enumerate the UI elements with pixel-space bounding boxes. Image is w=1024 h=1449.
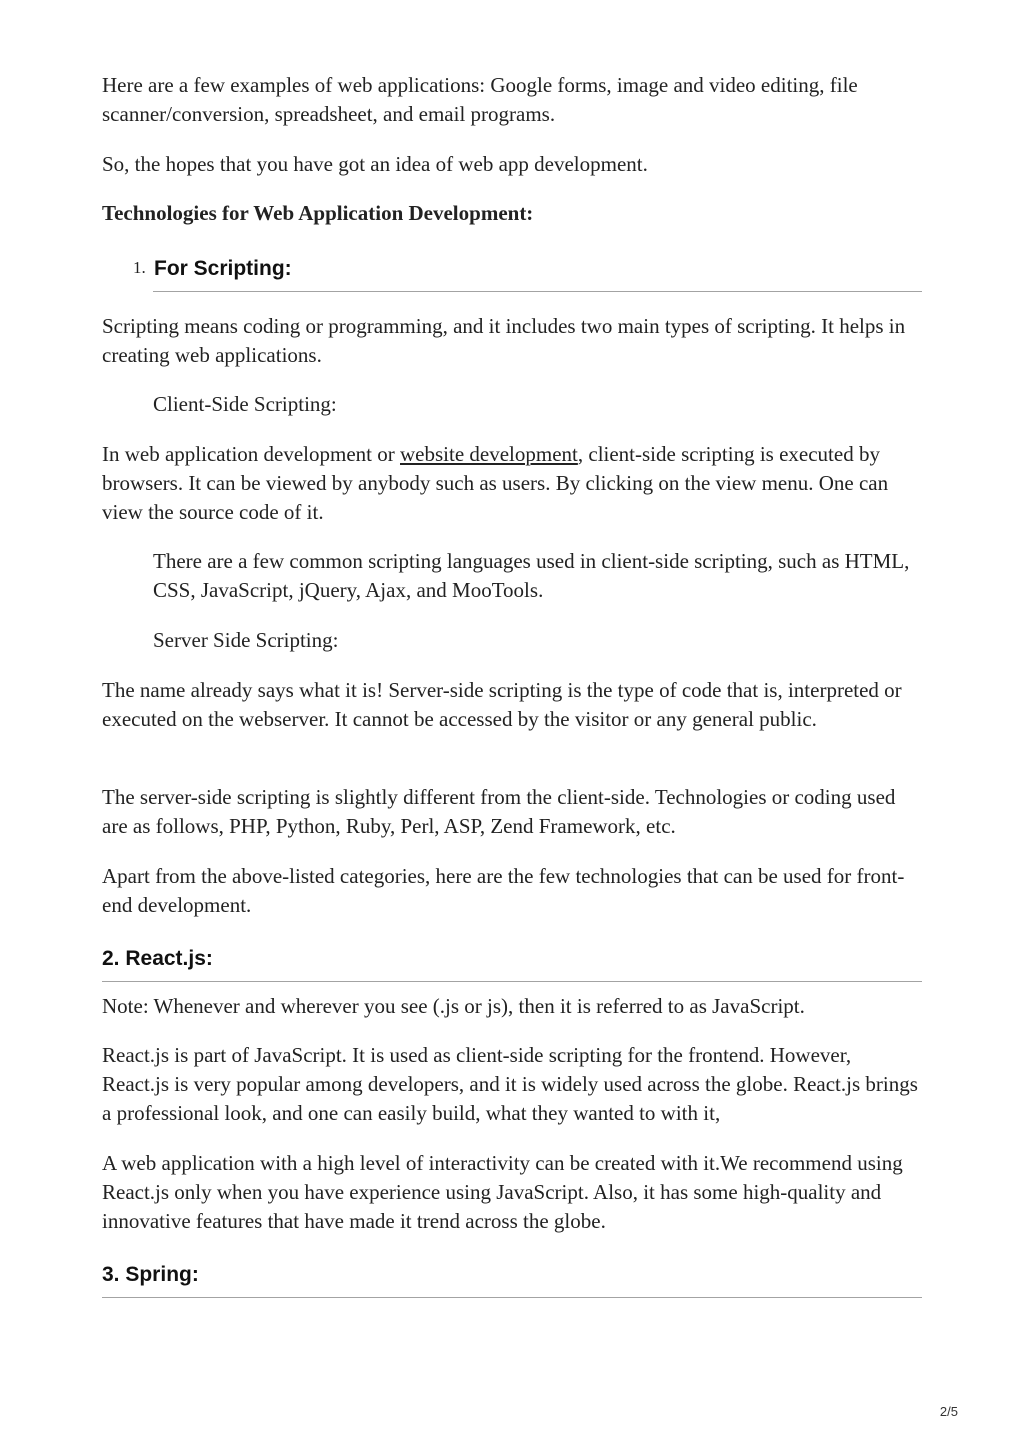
section-1-number: 1. (133, 258, 146, 277)
paragraph-web-app-examples: Here are a few examples of web applications: Google forms, image and video editing, file scanner/conversion, spreadsheet, and email programs. (102, 73, 858, 126)
paragraph-scripting-definition: Scripting means coding or programming, and it includes two main types of scripting. It helps in creating web applications. (102, 314, 906, 367)
paragraph-react-overview: React.js is part of JavaScript. It is used as client-side scripting for the frontend. However, React.js is very popular among developers, and it is widely used across the globe. React.js brings a professional look, and one can easily build, what they wanted to with it, (102, 1043, 918, 1125)
paragraph-client-side (102, 440, 922, 527)
website-development-link[interactable]: website development (400, 442, 578, 466)
paragraph-server-side-technologies: The server-side scripting is slightly different from the client-side. Technologies or coding used are as follows, PHP, Python, Ruby, Perl, ASP, Zend Framework, etc. (102, 785, 896, 838)
section-2-title: 2. React.js: (102, 947, 213, 970)
paragraph-react-recommendation: A web application with a high level of interactivity can be created with it.We recommend using React.js only when you have experience using JavaScript. Also, it has some high-quality and innovative features that have made it trend across the globe. (102, 1151, 903, 1233)
section-3-title: 3. Spring: (102, 1263, 199, 1286)
client-side-text-before: In web application development or (102, 442, 400, 466)
section-2-divider (102, 981, 922, 982)
paragraph-server-side: The name already says what it is! Server-side scripting is the type of code that is, interpreted or executed on the webserver. It cannot be accessed by the visitor or any general public. (102, 678, 902, 731)
section-3-divider (102, 1297, 922, 1298)
server-side-scripting-label: Server Side Scripting: (153, 628, 339, 652)
paragraph-js-note: Note: Whenever and wherever you see (.js or js), then it is referred to as JavaScript. (102, 994, 805, 1018)
paragraph-front-end-technologies: Apart from the above-listed categories, here are the few technologies that can be used for front-end development. (102, 864, 905, 917)
page-number: 2/5 (939, 1404, 958, 1419)
technologies-heading: Technologies for Web Application Development: (102, 201, 534, 225)
section-1-divider (153, 291, 922, 292)
section-1-title: For Scripting: (154, 257, 292, 280)
client-side-text-after: , client-side scripting is executed by browsers. It can be viewed by anybody such as users. By clicking on the view menu. One can view the source code of it. (102, 442, 889, 524)
paragraph-client-side-languages: There are a few common scripting languages used in client-side scripting, such as HTML, CSS, JavaScript, jQuery, Ajax, and MooTools. (153, 549, 910, 602)
paragraph-web-app-idea: So, the hopes that you have got an idea of web app development. (102, 152, 648, 176)
client-side-scripting-label: Client-Side Scripting: (153, 392, 337, 416)
